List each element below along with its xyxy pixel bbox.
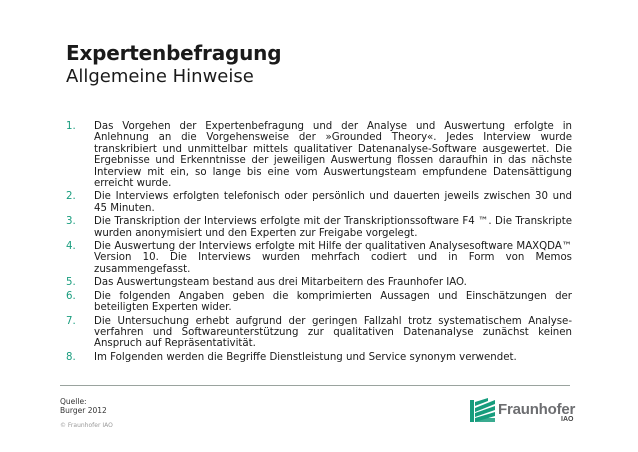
- list-text: Die Interviews erfolgten telefonisch oder persönlich und dauerten jeweils zwischen 30 und 45 Minuten.: [94, 191, 572, 214]
- list-number: 7.: [66, 315, 76, 327]
- list-text: Die Transkription der Interviews erfolgte mit der Transkriptionssoftware F4 ™. Die Transkripte wurden anonymisiert und den Experten zur Freigabe vorgelegt.: [94, 216, 572, 239]
- fraunhofer-logo-icon: [470, 398, 496, 422]
- fraunhofer-logo: [470, 398, 580, 428]
- list-number: 8.: [66, 351, 76, 363]
- list-number: 3.: [66, 216, 76, 228]
- logo-name: Fraunhofer: [498, 401, 576, 418]
- list-text: Das Vorgehen der Expertenbefragung und der Analyse und Auswertung erfolgte in Anlehnung an die Vorgehensweise der »Grounded Theory«. Jedes Interview wurde transkribiert und unmittelbar mittels qualitativer Datenanalyse-Software ausgewertet. Die Ergebnisse und Erkenntnisse der jeweiligen Auswertung flossen daraufhin in das nächste Interview mit ein, so lange bis eine vom Auswertungsteam empfundene Datensättigung erreicht wurde.: [94, 121, 572, 190]
- source-label: Quelle:: [60, 397, 87, 406]
- list-text: Das Auswertungsteam bestand aus drei Mitarbeitern des Fraunhofer IAO.: [94, 277, 467, 289]
- list-item: [66, 121, 572, 189]
- list-item: [66, 216, 572, 239]
- list-item: [66, 191, 572, 214]
- list-text: Die folgenden Angaben geben die komprimierten Aussagen und Einschätzungen der beteiligten Experten wider.: [94, 290, 572, 314]
- page-subtitle: Allgemeine Hinweise: [66, 66, 254, 87]
- list-item: [66, 277, 572, 288]
- page-title: Expertenbefragung: [66, 41, 282, 65]
- list-text: Im Folgenden werden die Begriffe Dienstleistung und Service synonym verwendet.: [94, 351, 517, 363]
- list-number: 2.: [66, 191, 76, 203]
- copyright-text: © Fraunhofer IAO: [60, 422, 113, 429]
- list-number: 5.: [66, 277, 76, 289]
- list-text: Die Untersuchung erhebt aufgrund der geringen Fallzahl trotz systematischem Analyse-verfahren und Softwareunterstützung zur qualitativen Datenanalyse zunächst keinen Anspruch auf Repräsentativität.: [94, 315, 572, 350]
- list-item: [66, 352, 572, 363]
- list-item: [66, 241, 572, 275]
- list-text: Die Auswertung der Interviews erfolgte mit Hilfe der qualitativen Analysesoftware MAXQDA™ Version 10. Die Interviews wurden mehrfach codiert und in Form von Memos zusammengefasst.: [94, 241, 572, 275]
- footer-divider: [60, 385, 570, 386]
- list-number: 1.: [66, 121, 76, 132]
- list-number: 6.: [66, 290, 76, 302]
- list-item: [66, 291, 572, 314]
- notes-list: [66, 121, 572, 365]
- source-value: Burger 2012: [60, 406, 107, 415]
- logo-sub: IAO: [561, 416, 574, 423]
- list-item: [66, 316, 572, 350]
- list-number: 4.: [66, 241, 76, 253]
